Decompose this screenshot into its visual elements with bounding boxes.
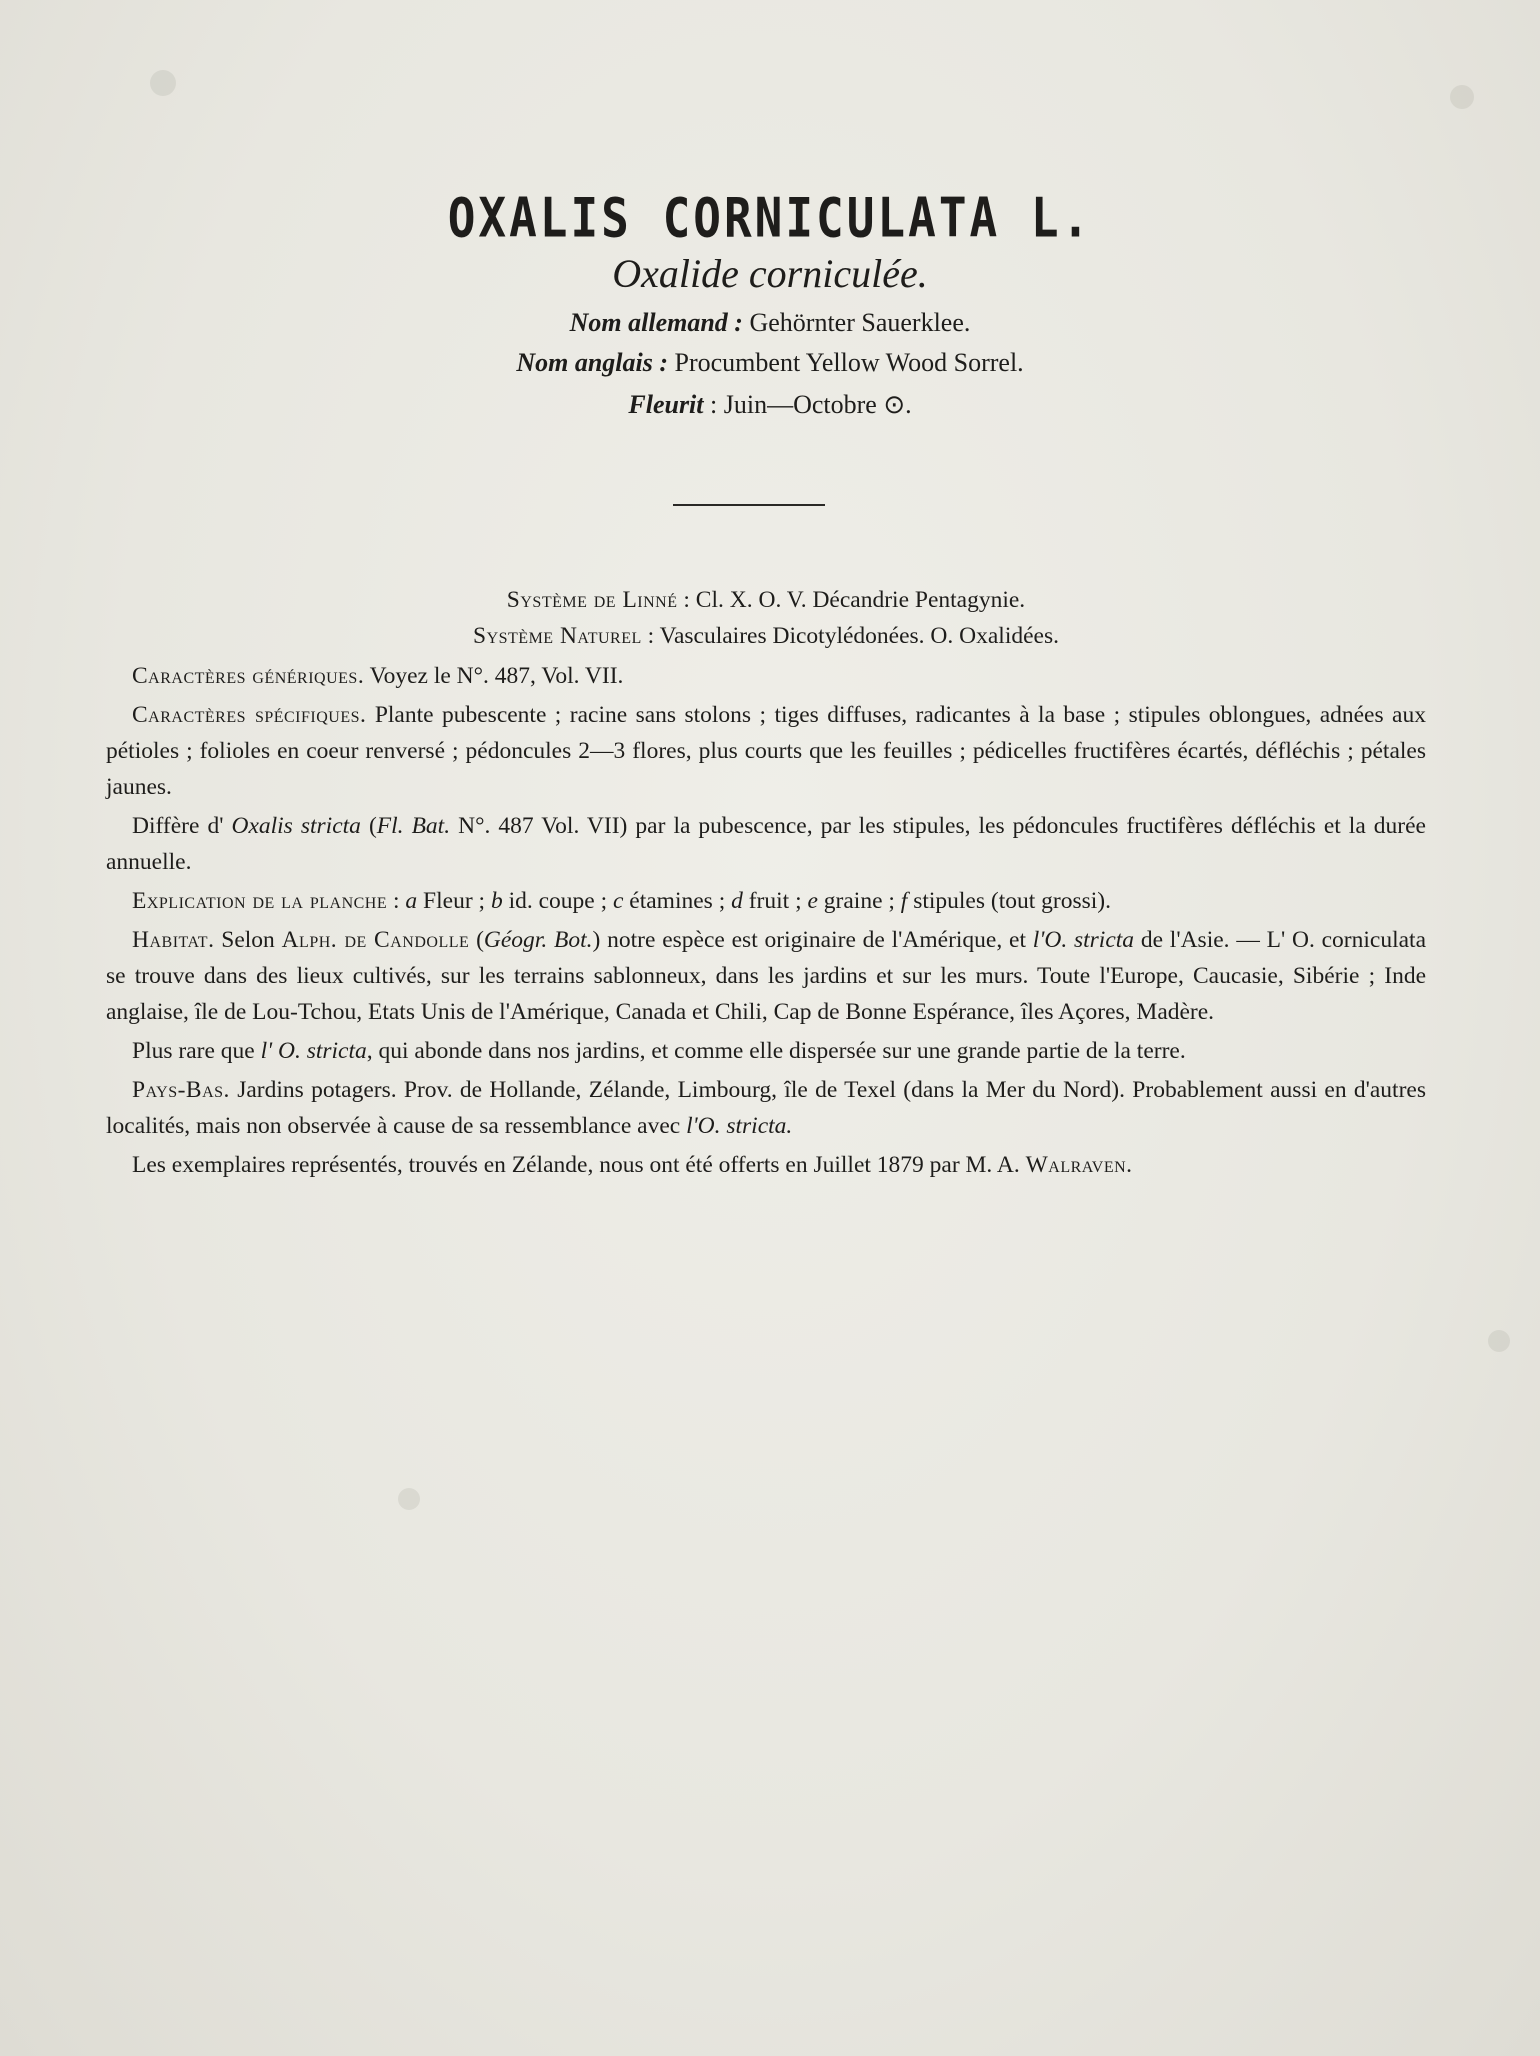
paper-spot <box>1450 85 1474 109</box>
differe-d: Fl. Bat. <box>376 813 451 839</box>
systeme-naturel-label: Système Naturel <box>473 623 642 649</box>
differe-e: N°. 487 Vol. VII) par la pubescence, par les stipules, les pédoncules fructifères défléchis et la durée annuelle. <box>106 813 1426 875</box>
generiques-label: Caractères génériques. <box>132 663 365 689</box>
exemplaires-a: Les exemplaires représentés, trouvés en Zélande, nous ont été offerts en Juillet 1879 par M. A. <box>132 1152 1026 1178</box>
paper-spot <box>398 1488 420 1510</box>
nom-anglais-label: Nom anglais : <box>516 348 669 377</box>
explication-c: id. coupe ; <box>502 888 613 914</box>
habitat-c-it: l'O. stricta <box>1032 927 1135 953</box>
paragraph-exemplaires <box>106 1147 1426 1183</box>
fleurit-value: : Juin—Octobre ⊙. <box>703 390 912 419</box>
explication-label: Explication de la planche <box>132 888 388 914</box>
paysbas-it: l'O. stricta. <box>686 1113 793 1139</box>
paragraph-specifiques <box>106 697 1426 805</box>
systeme-naturel-line <box>106 618 1426 654</box>
paragraph-paysbas <box>106 1072 1426 1144</box>
differe-c: ( <box>360 813 377 839</box>
divider-rule <box>673 504 825 506</box>
explication-a-it: a <box>405 888 418 914</box>
paper-spot <box>150 70 176 96</box>
explication-g: stipules (tout grossi). <box>907 888 1111 914</box>
explication-d: étamines ; <box>623 888 732 914</box>
paragraph-generiques <box>106 658 1426 694</box>
nom-anglais-value: Procumbent Yellow Wood Sorrel. <box>668 348 1024 377</box>
differe-b: Oxalis stricta <box>231 813 361 839</box>
specifiques-text: Plante pubescente ; racine sans stolons ; tiges diffuses, radicantes à la base ; stipules oblongues, adnées aux pétioles ; folioles en coeur renversé ; pédoncules 2—3 flores, plus courts que les feuilles ; pédicelles fructifères écartés, défléchis ; pétales jaunes. <box>106 702 1426 800</box>
nom-anglais-line <box>0 348 1540 378</box>
explication-c-it: c <box>612 888 624 914</box>
explication-f-it: f <box>900 888 908 914</box>
explication-b-it: b <box>490 888 503 914</box>
paysbas-label: Pays-Bas. <box>132 1077 230 1103</box>
specifiques-label: Caractères spécifiques. <box>132 702 367 728</box>
paysbas-a: Jardins potagers. Prov. de Hollande, Zélande, Limbourg, île de Texel (dans la Mer du Nord). Probablement aussi en d'autres localités, mais non observée à cause de sa ressemblance avec <box>106 1077 1426 1139</box>
paragraph-habitat <box>106 922 1426 1030</box>
habitat-a: Selon <box>214 927 282 953</box>
nom-allemand-label: Nom allemand : <box>569 308 743 337</box>
habitat-author: Alph. de Candolle <box>281 927 470 953</box>
paragraph-differe <box>106 808 1426 880</box>
systeme-linne-line <box>106 582 1426 618</box>
habitat-c: ) notre espèce est originaire de l'Amérique, et <box>592 927 1033 953</box>
differe-a: Diffère d' <box>132 813 232 839</box>
nom-allemand-line <box>0 308 1540 338</box>
fleurit-label: Fleurit <box>628 390 704 419</box>
page-title: OXALIS CORNICULATA L. <box>447 186 1093 250</box>
explication-b: Fleur ; <box>417 888 491 914</box>
generiques-text: Voyez le N°. 487, Vol. VII. <box>364 663 624 689</box>
paper-spot <box>1488 1330 1510 1352</box>
rare-it: l' O. stricta <box>260 1038 367 1064</box>
explication-d-it: d <box>731 888 743 914</box>
page-subtitle: Oxalide corniculée. <box>612 251 928 296</box>
explication-f: graine ; <box>817 888 901 914</box>
explication-e: fruit ; <box>742 888 808 914</box>
systeme-linne-value: : Cl. X. O. V. Décandrie Pentagynie. <box>677 587 1026 613</box>
habitat-d: de l'Asie. — L' O. corniculata se trouve dans des lieux cultivés, sur les terrains sablonneux, dans les jardins et sur les murs. Toute l'Europe, Caucasie, Sibérie ; Inde anglaise, île de Lou-Tchou, Etats Unis de l'Amérique, Canada et Chili, Cap de Bonne Espérance, îles Açores, Madère. <box>106 927 1427 1025</box>
explication-a: : <box>387 888 406 914</box>
nom-allemand-value: Gehörnter Sauerklee. <box>742 308 971 337</box>
paragraph-explication <box>106 883 1426 919</box>
habitat-b: ( <box>469 927 484 953</box>
habitat-label: Habitat. <box>132 927 215 953</box>
description-body <box>106 582 1426 1186</box>
rare-b: , qui abonde dans nos jardins, et comme elle dispersée sur une grande partie de la terre. <box>366 1038 1186 1064</box>
systeme-naturel-value: : Vasculaires Dicotylédonées. O. Oxalidées. <box>641 623 1059 649</box>
rare-a: Plus rare que <box>132 1038 261 1064</box>
systeme-linne-label: Système de Linné <box>506 587 678 613</box>
exemplaires-name: Walraven. <box>1025 1152 1133 1178</box>
fleurit-line <box>0 390 1540 420</box>
paragraph-rare <box>106 1033 1426 1069</box>
explication-e-it: e <box>807 888 818 914</box>
habitat-b-it: Géogr. Bot. <box>483 927 593 953</box>
